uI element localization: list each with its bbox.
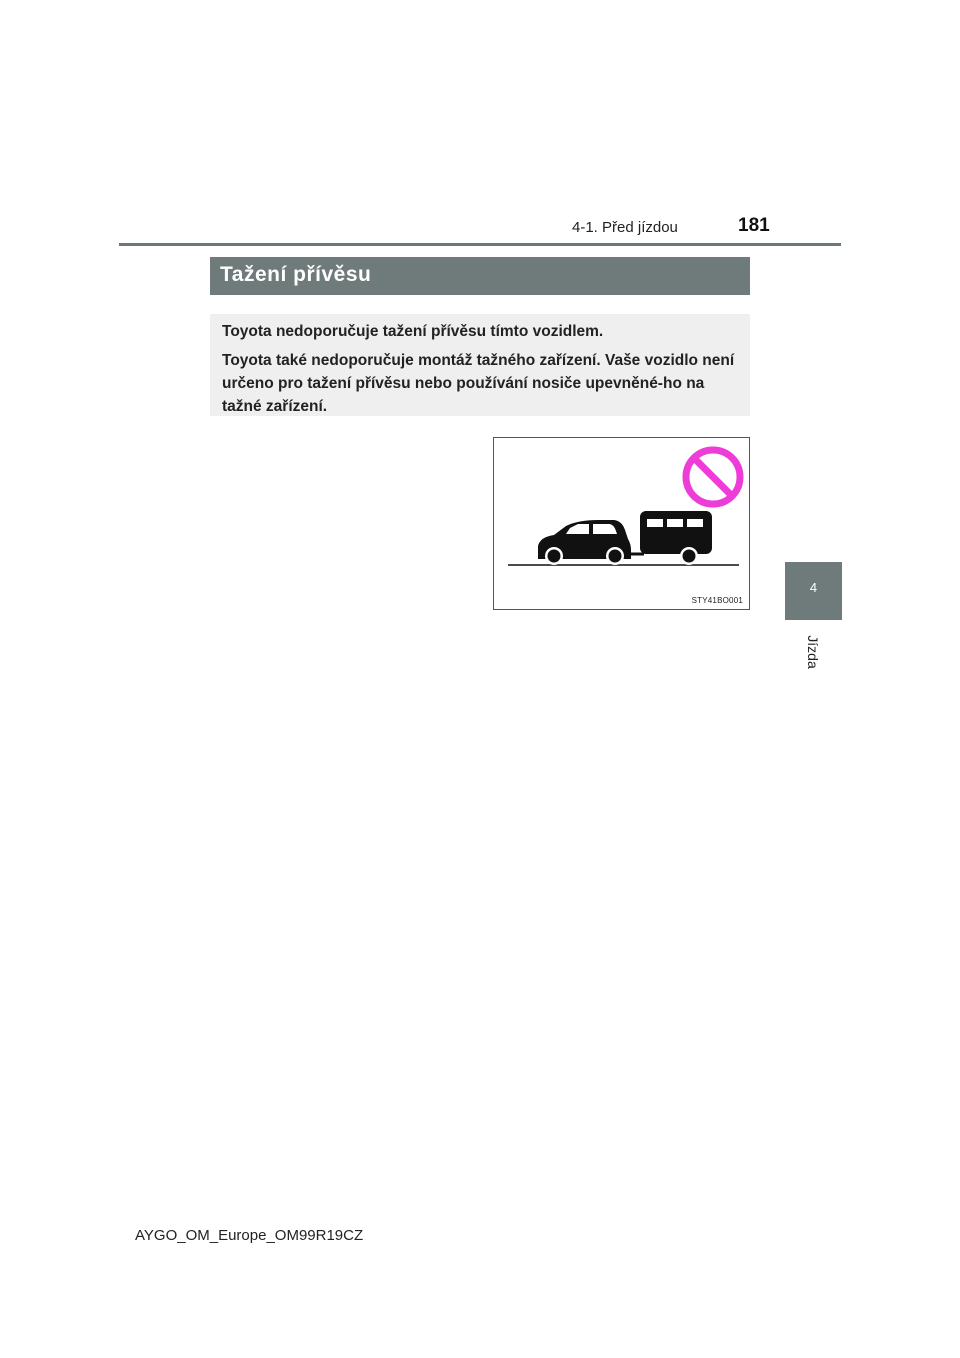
intro-paragraph-2: Toyota také nedoporučuje montáž tažného zařízení. Vaše vozidlo není určeno pro tažení přívěsu nebo používání nosiče upevněné-ho na tažné zařízení. (222, 352, 735, 415)
intro-box (210, 314, 750, 416)
figure-frame (493, 437, 750, 610)
figure-code: STY41BO001 (691, 596, 743, 605)
page-number: 181 (738, 215, 770, 236)
section-title: Tažení přívěsu (210, 257, 750, 295)
chapter-name (803, 628, 823, 678)
header-section: 4-1. Před jízdou (572, 219, 678, 236)
intro-paragraph-1: Toyota nedoporučuje tažení přívěsu tímto vozidlem. (222, 323, 604, 340)
figure-illustration (494, 438, 749, 609)
car-icon (538, 520, 631, 565)
chapter-tab-number: 4 (809, 580, 818, 595)
header-rule (119, 243, 841, 246)
prohibited-icon (686, 450, 740, 504)
footer-doc-id: AYGO_OM_Europe_OM99R19CZ (135, 1227, 364, 1244)
chapter-name-label: Jízda (805, 635, 821, 669)
chapter-tab[interactable] (785, 562, 842, 620)
trailer-icon (640, 511, 712, 565)
